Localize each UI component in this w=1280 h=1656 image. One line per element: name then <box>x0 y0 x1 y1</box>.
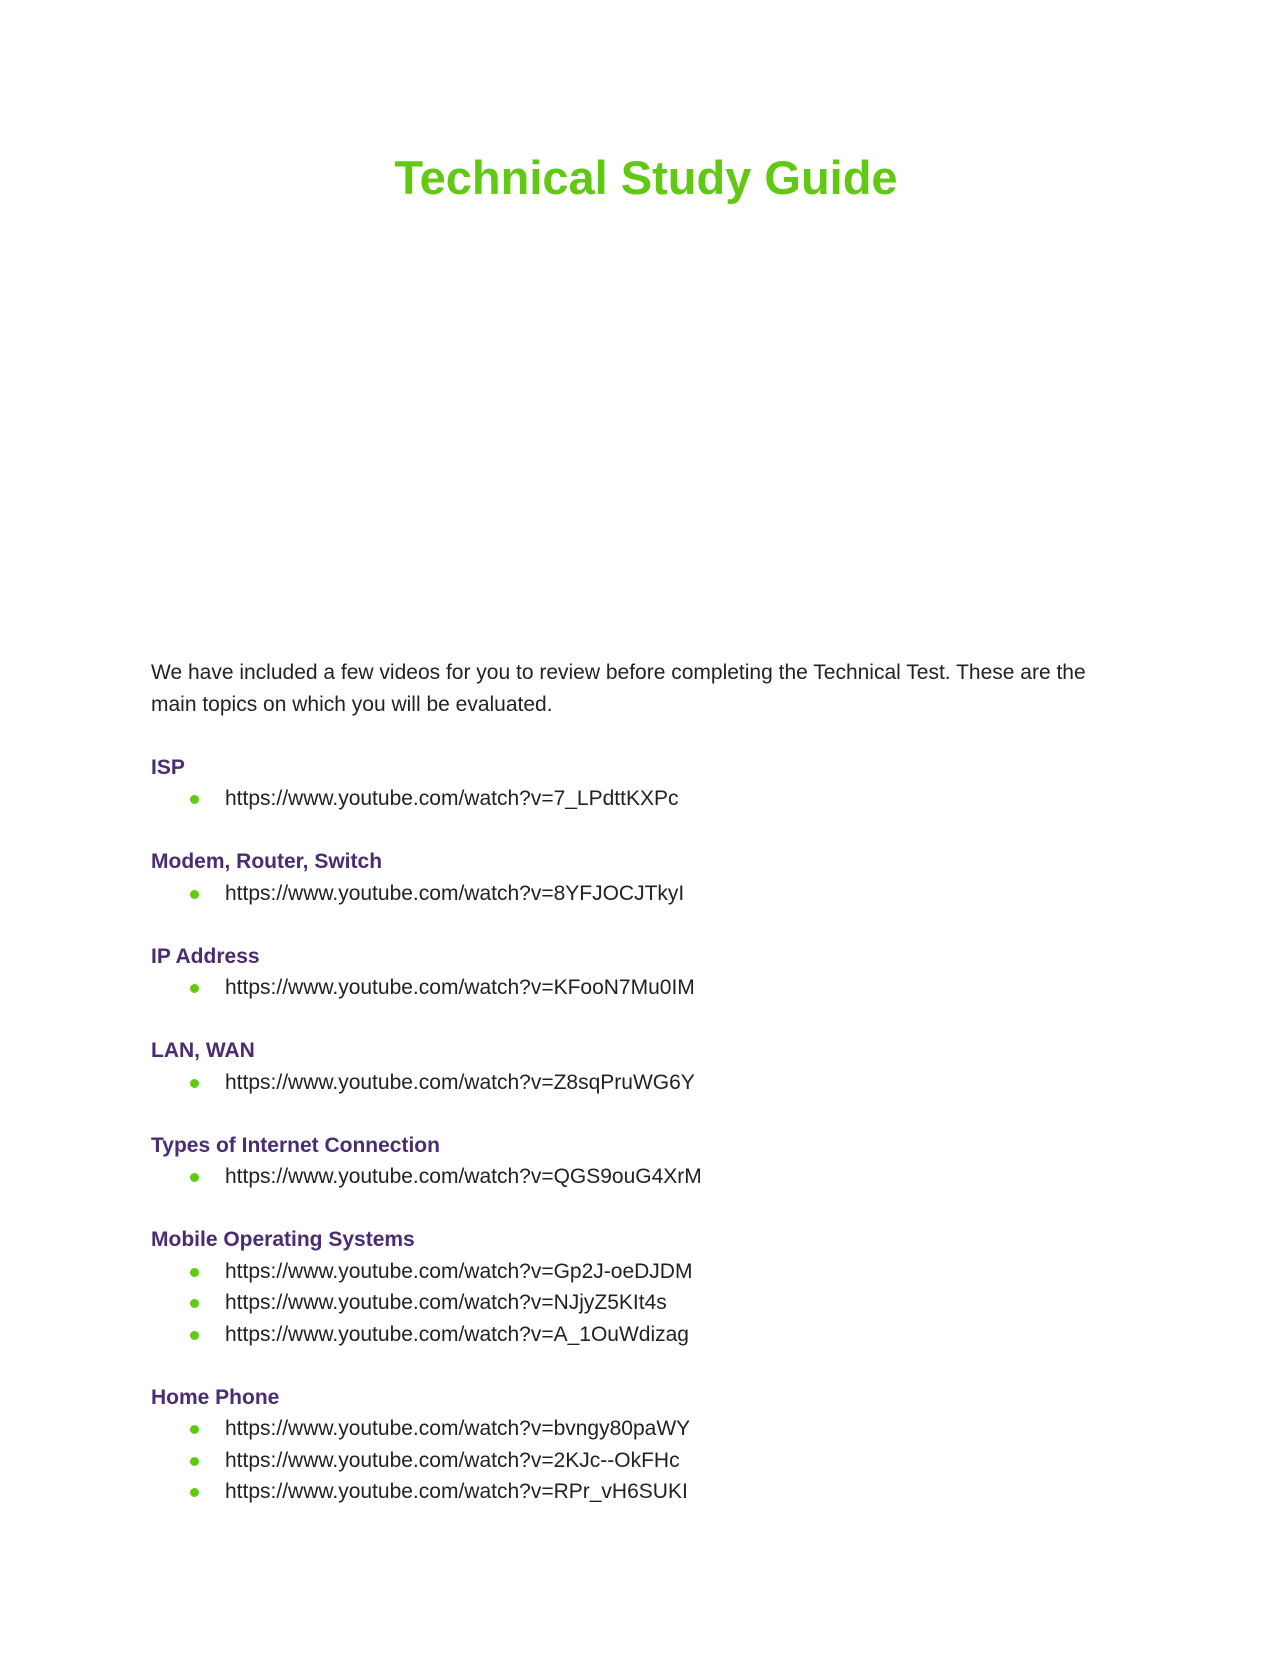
list-item <box>151 878 1131 910</box>
link-list <box>151 878 1131 910</box>
list-item <box>151 1319 1131 1351</box>
topic-section <box>151 1224 1131 1350</box>
video-link[interactable]: https://www.youtube.com/watch?v=Z8sqPruWG6Y <box>225 1070 695 1094</box>
topic-sections <box>151 752 1131 1508</box>
link-list <box>151 1413 1131 1508</box>
list-item <box>151 1476 1131 1508</box>
topic-section <box>151 1130 1131 1193</box>
section-heading: ISP <box>151 755 185 779</box>
video-link[interactable]: https://www.youtube.com/watch?v=bvngy80paWY <box>225 1417 691 1440</box>
link-list <box>151 1067 1131 1099</box>
list-item <box>151 1161 1131 1193</box>
video-link[interactable]: https://www.youtube.com/watch?v=8YFJOCJTkyI <box>225 881 685 905</box>
video-link[interactable]: https://www.youtube.com/watch?v=QGS9ouG4XrM <box>225 1165 702 1188</box>
bullet-icon <box>190 795 199 804</box>
section-heading: LAN, WAN <box>151 1039 255 1062</box>
video-link[interactable]: https://www.youtube.com/watch?v=RPr_vH6SUKI <box>225 1480 688 1503</box>
list-item <box>151 1413 1131 1445</box>
video-link[interactable]: https://www.youtube.com/watch?v=7_LPdttKXPc <box>225 787 679 810</box>
topic-section <box>151 1382 1131 1508</box>
bullet-icon <box>190 1331 199 1340</box>
section-heading: Modem, Router, Switch <box>151 850 383 873</box>
topic-section <box>151 752 1131 815</box>
list-item <box>151 1445 1131 1477</box>
link-list <box>151 783 1131 815</box>
list-item <box>151 1256 1131 1288</box>
topic-section <box>151 1035 1131 1098</box>
list-item <box>151 1067 1131 1099</box>
bullet-icon <box>190 1488 199 1497</box>
video-link[interactable]: https://www.youtube.com/watch?v=Gp2J-oeDJDM <box>225 1259 693 1283</box>
section-heading: Types of Internet Connection <box>151 1133 440 1157</box>
intro-paragraph: We have included a few videos for you to review before completing the Technical Test. These are the main topics on which you will be evaluated. <box>151 661 1086 716</box>
document-body <box>151 657 1131 1539</box>
bullet-icon <box>190 1079 199 1088</box>
bullet-icon <box>190 984 199 993</box>
list-item <box>151 972 1131 1004</box>
video-link[interactable]: https://www.youtube.com/watch?v=KFooN7Mu0IM <box>225 976 695 999</box>
document-title: Technical Study Guide <box>394 151 898 204</box>
section-heading: IP Address <box>151 944 260 968</box>
list-item <box>151 1287 1131 1319</box>
topic-section <box>151 941 1131 1004</box>
bullet-icon <box>190 1457 199 1466</box>
video-link[interactable]: https://www.youtube.com/watch?v=A_1OuWdizag <box>225 1322 689 1346</box>
topic-section <box>151 846 1131 909</box>
link-list <box>151 1256 1131 1351</box>
link-list <box>151 1161 1131 1193</box>
section-heading: Mobile Operating Systems <box>151 1228 415 1251</box>
link-list <box>151 972 1131 1004</box>
list-item <box>151 783 1131 815</box>
bullet-icon <box>190 1173 199 1182</box>
bullet-icon <box>190 1299 199 1308</box>
video-link[interactable]: https://www.youtube.com/watch?v=2KJc--OkFHc <box>225 1448 680 1472</box>
bullet-icon <box>190 890 199 899</box>
section-heading: Home Phone <box>151 1385 280 1409</box>
video-link[interactable]: https://www.youtube.com/watch?v=NJjyZ5KIt4s <box>225 1291 667 1314</box>
bullet-icon <box>190 1268 199 1277</box>
bullet-icon <box>190 1425 199 1434</box>
